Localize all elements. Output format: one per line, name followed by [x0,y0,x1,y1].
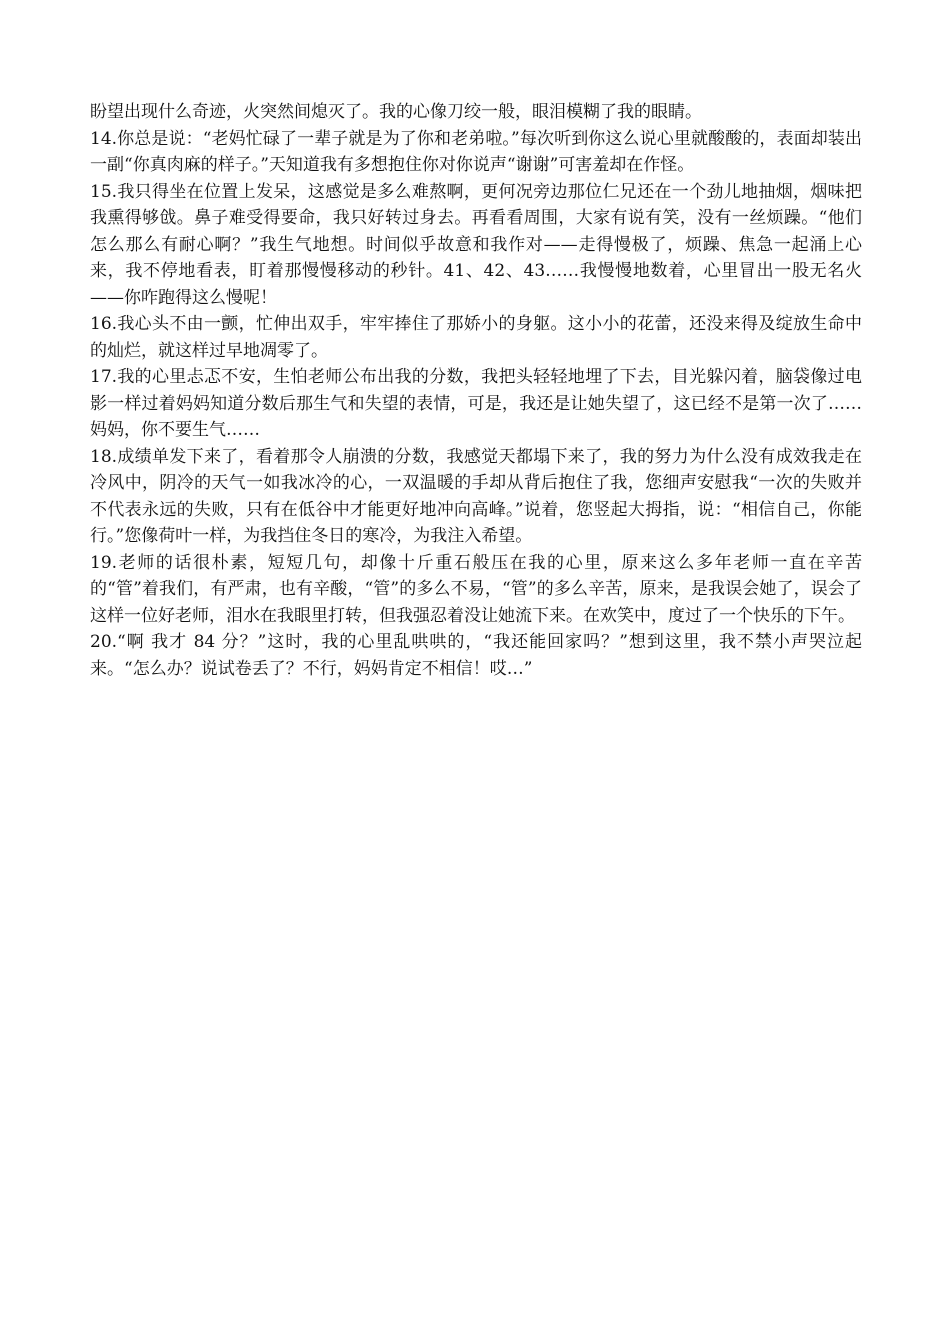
paragraph-20: 20.“啊 我才 84 分？”这时，我的心里乱哄哄的，“我还能回家吗？”想到这里，我不禁小声哭泣起来。“怎么办？说试卷丢了？不行，妈妈肯定不相信！哎…” [90,632,862,679]
paragraph-18: 18.成绩单发下来了，看着那令人崩溃的分数，我感觉天都塌下来了，我的努力为什么没有成效我走在冷风中，阴冷的天气一如我冰冷的心，一双温暖的手却从背后抱住了我，您细声安慰我“一次的失败并不代表永远的失败，只有在低谷中才能更好地冲向高峰。”说着，您竖起大拇指，说：“相信自己，你能行。”您像荷叶一样，为我挡住冬日的寒冷，为我注入希望。 [90,446,862,546]
document-body [90,99,862,682]
paragraph-17: 17.我的心里忐忑不安，生怕老师公布出我的分数，我把头轻轻地埋了下去，目光躲闪着，脑袋像过电影一样过着妈妈知道分数后那生气和失望的表情，可是，我还是让她失望了，这已经不是第一次了……妈妈，你不要生气…… [90,367,862,440]
paragraph-19: 19.老师的话很朴素，短短几句，却像十斤重石般压在我的心里，原来这么多年老师一直在辛苦的“管”着我们，有严肃，也有辛酸，“管”的多么不易，“管”的多么辛苦，原来，是我误会她了，误会了这样一位好老师，泪水在我眼里打转，但我强忍着没让她流下来。在欢笑中，度过了一个快乐的下午。 [90,552,862,626]
paragraph-15: 15.我只得坐在位置上发呆，这感觉是多么难熬啊，更何况旁边那位仁兄还在一个劲儿地抽烟，烟味把我熏得够戗。鼻子难受得要命，我只好转过身去。再看看周围，大家有说有笑，没有一丝烦躁。“他们怎么那么有耐心啊？”我生气地想。时间似乎故意和我作对——走得慢极了，烦躁、焦急一起涌上心来，我不停地看表，盯着那慢慢移动的秒针。41、42、43……我慢慢地数着，心里冒出一股无名火——你咋跑得这么慢呢！ [90,181,862,308]
paragraph-14: 14.你总是说：“老妈忙碌了一辈子就是为了你和老弟啦。”每次听到你这么说心里就酸酸的，表面却装出一副“你真肉麻的样子。”天知道我有多想抱住你对你说声“谢谢”可害羞却在作怪。 [90,128,862,175]
paragraph-continuation: 盼望出现什么奇迹，火突然间熄灭了。我的心像刀绞一般，眼泪模糊了我的眼睛。 [90,102,702,122]
paragraph-16: 16.我心头不由一颤，忙伸出双手，牢牢捧住了那娇小的身躯。这小小的花蕾，还没来得及绽放生命中的灿烂，就这样过早地凋零了。 [90,314,862,361]
